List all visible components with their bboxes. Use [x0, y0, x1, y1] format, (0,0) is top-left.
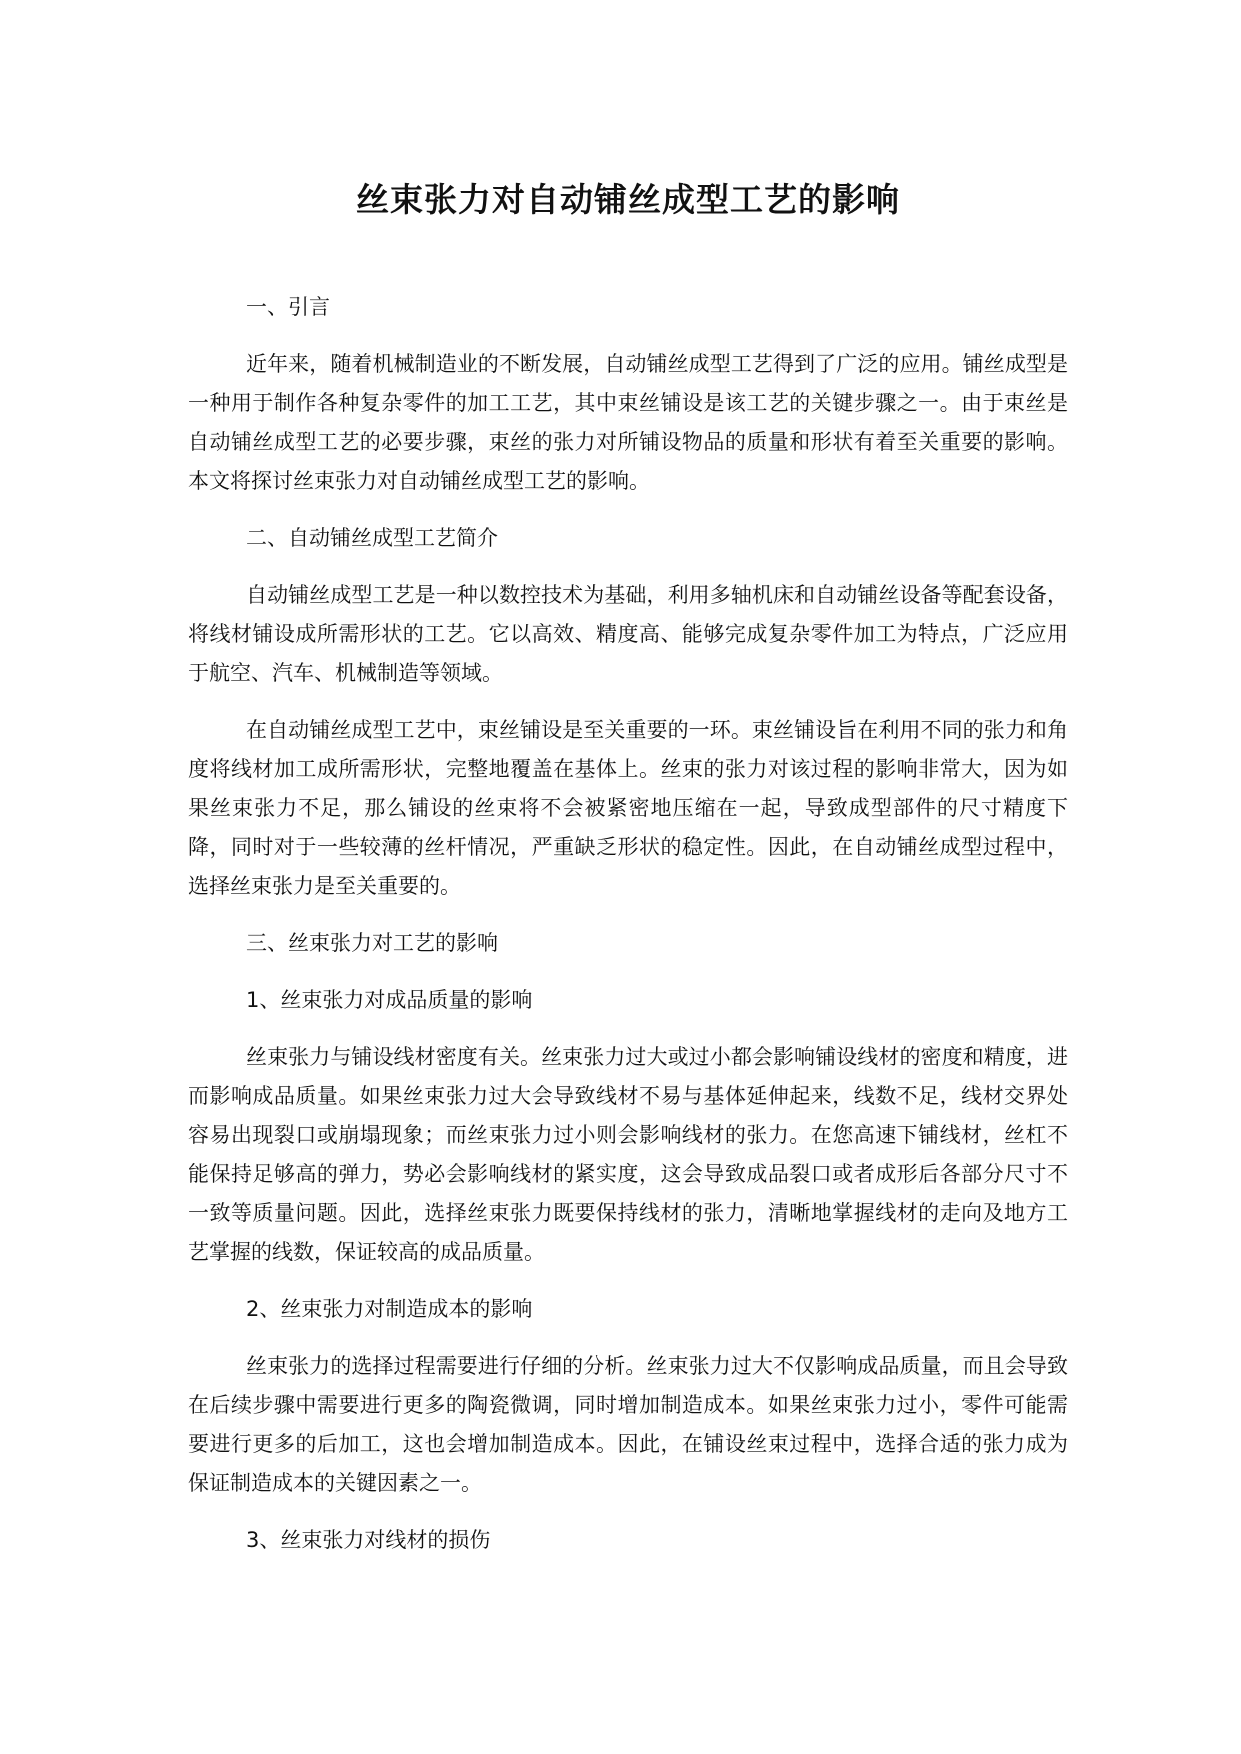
paragraph: 近年来，随着机械制造业的不断发展，自动铺丝成型工艺得到了广泛的应用。铺丝成型是一种用于制作各种复杂零件的加工工艺，其中束丝铺设是该工艺的关键步骤之一。由于束丝是自动铺丝成型工艺的必要步骤，束丝的张力对所铺设物品的质量和形状有着至关重要的影响。本文将探讨丝束张力对自动铺丝成型工艺的影响。 [188, 352, 1068, 493]
section-heading: 三、丝束张力对工艺的影响 [246, 931, 498, 955]
paragraph: 在自动铺丝成型工艺中，束丝铺设是至关重要的一环。束丝铺设旨在利用不同的张力和角度将线材加工成所需形状，完整地覆盖在基体上。丝束的张力对该过程的影响非常大，因为如果丝束张力不足，那么铺设的丝束将不会被紧密地压缩在一起，导致成型部件的尺寸精度下降，同时对于一些较薄的丝杆情况，严重缺乏形状的稳定性。因此，在自动铺丝成型过程中，选择丝束张力是至关重要的。 [188, 718, 1068, 898]
section-heading: 二、自动铺丝成型工艺简介 [246, 526, 498, 550]
document-page [188, 170, 1068, 1578]
paragraph: 丝束张力的选择过程需要进行仔细的分析。丝束张力过大不仅影响成品质量，而且会导致在后续步骤中需要进行更多的陶瓷微调，同时增加制造成本。如果丝束张力过小，零件可能需要进行更多的后加工，这也会增加制造成本。因此，在铺设丝束过程中，选择合适的张力成为保证制造成本的关键因素之一。 [188, 1354, 1068, 1495]
paragraph: 自动铺丝成型工艺是一种以数控技术为基础，利用多轴机床和自动铺丝设备等配套设备，将线材铺设成所需形状的工艺。它以高效、精度高、能够完成复杂零件加工为特点，广泛应用于航空、汽车、机械制造等领域。 [188, 583, 1068, 685]
subsection-heading: 2、丝束张力对制造成本的影响 [246, 1297, 533, 1321]
section-heading: 一、引言 [246, 295, 330, 319]
paragraph: 丝束张力与铺设线材密度有关。丝束张力过大或过小都会影响铺设线材的密度和精度，进而影响成品质量。如果丝束张力过大会导致线材不易与基体延伸起来，线数不足，线材交界处容易出现裂口或崩塌现象；而丝束张力过小则会影响线材的张力。在您高速下铺线材，丝杠不能保持足够高的弹力，势必会影响线材的紧实度，这会导致成品裂口或者成形后各部分尺寸不一致等质量问题。因此，选择丝束张力既要保持线材的张力，清晰地掌握线材的走向及地方工艺掌握的线数，保证较高的成品质量。 [188, 1045, 1068, 1264]
subsection-heading: 3、丝束张力对线材的损伤 [246, 1528, 491, 1552]
document-title: 丝束张力对自动铺丝成型工艺的影响 [356, 180, 900, 219]
subsection-heading: 1、丝束张力对成品质量的影响 [246, 988, 533, 1012]
